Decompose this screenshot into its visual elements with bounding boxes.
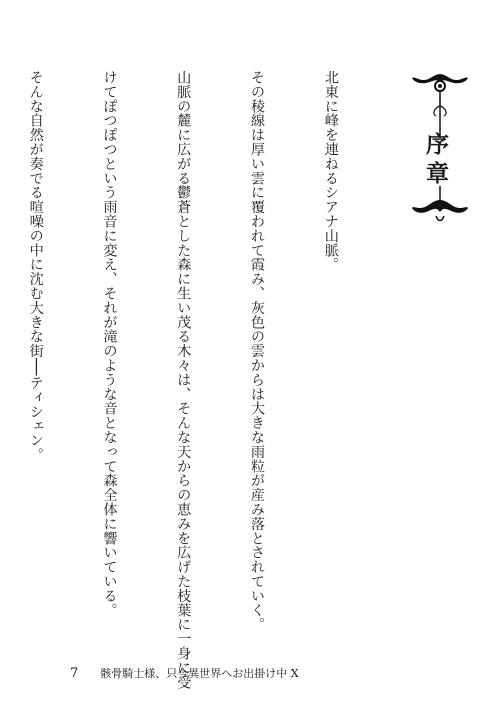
- chapter-title: 序章: [422, 132, 449, 190]
- paragraph: けてぽつぽつという雨音に変え、それが滝のような音となって森全体に響いている。: [101, 70, 118, 618]
- page-footer: [70, 663, 430, 683]
- running-title: 骸骨騎士様、只今異世界へお出掛け中 X: [100, 667, 299, 680]
- ornament-bottom-icon: [410, 186, 470, 226]
- paragraph: 山脈の麓に広がる鬱蒼とした森に生い茂る木々は、そんな天からの恵みを広げた枝葉に一身に受: [175, 70, 192, 690]
- paragraph: そんな自然が奏でる喧噪の中に沈む大きな街──ティシェン。: [27, 70, 44, 462]
- paragraph: その稜線は厚い雲に覆われて霞み、灰色の雲からは大きな雨粒が産み落とされていく。: [249, 70, 266, 632]
- paragraph: 北東に峰を連ねるシアナ山脈。: [322, 70, 339, 272]
- ornament-top-icon: [410, 70, 470, 100]
- page-number: 7: [70, 665, 79, 681]
